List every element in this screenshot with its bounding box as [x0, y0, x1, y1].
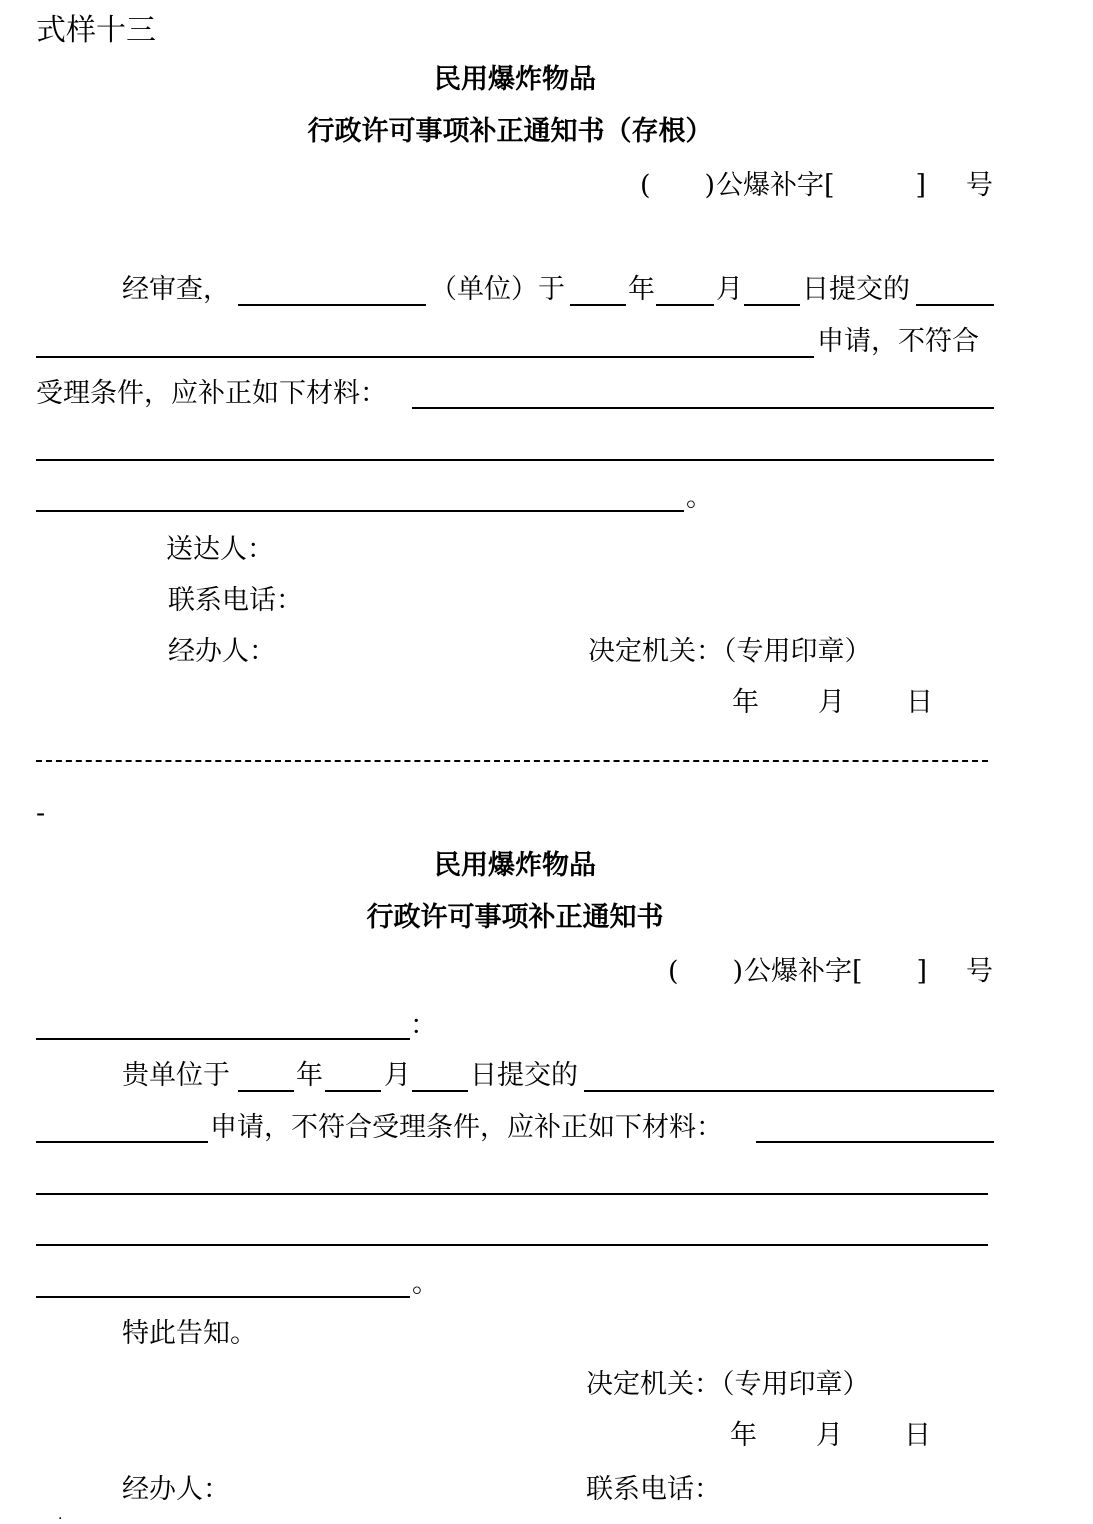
- notice-p1-year: 年: [296, 1060, 323, 1091]
- notice-p1-lead: 贵单位于: [122, 1060, 230, 1091]
- notice-month-blank[interactable]: [325, 1090, 381, 1092]
- notice-materials-blank-3[interactable]: [36, 1244, 988, 1246]
- notice-materials-blank-4[interactable]: [36, 1296, 410, 1298]
- notice-title-line2: 行政许可事项补正通知书: [366, 902, 664, 933]
- stub-handler-label: 经办人：: [168, 636, 276, 667]
- notice-addressee-blank[interactable]: [36, 1038, 410, 1040]
- notice-period: 。: [412, 1268, 439, 1299]
- notice-doc-number-text: 公爆补字[ ]: [744, 956, 928, 987]
- stub-application-blank-2[interactable]: [36, 356, 814, 358]
- notice-date-day: 日: [904, 1420, 931, 1451]
- stub-date-year: 年: [732, 687, 759, 718]
- notice-p1-day: 日提交的: [470, 1060, 578, 1091]
- notice-authority-label: 决定机关：（专用印章）: [586, 1369, 870, 1400]
- notice-closing: 特此告知。: [122, 1318, 257, 1349]
- stub-doc-number-text: 公爆补字[ ]: [716, 170, 927, 201]
- notice-application-blank-1[interactable]: [584, 1090, 994, 1092]
- notice-doc-number-paren: ( ): [668, 956, 744, 987]
- notice-addressee-colon: ：: [410, 1010, 437, 1041]
- stub-p1-month: 月: [716, 274, 743, 305]
- notice-date-month: 月: [816, 1420, 843, 1451]
- stub-materials-blank-2[interactable]: [36, 459, 994, 461]
- stub-date-day: 日: [906, 687, 933, 718]
- stub-p1-year: 年: [628, 274, 655, 305]
- stub-authority-label: 决定机关：（专用印章）: [588, 636, 872, 667]
- notice-day-blank[interactable]: [412, 1090, 468, 1092]
- stub-year-blank[interactable]: [570, 304, 626, 306]
- cut-separator-line: [36, 760, 988, 762]
- notice-doc-number-hao: 号: [966, 956, 993, 987]
- notice-materials-blank-1[interactable]: [756, 1141, 994, 1143]
- stub-p1-unit: （单位）于: [430, 274, 565, 305]
- notice-materials-blank-2[interactable]: [36, 1193, 988, 1195]
- stub-date-month: 月: [818, 687, 845, 718]
- stub-p1-lead: 经审查，: [122, 274, 230, 305]
- stub-p1-day: 日提交的: [802, 274, 910, 305]
- stub-period: 。: [686, 482, 713, 513]
- notice-date-year: 年: [730, 1420, 757, 1451]
- stub-unit-blank[interactable]: [238, 304, 426, 306]
- notice-title-line1: 民用爆炸物品: [434, 850, 596, 881]
- stub-phone-label: 联系电话：: [168, 585, 303, 616]
- stub-doc-number-paren: ( ): [640, 170, 716, 201]
- stub-materials-blank-1[interactable]: [412, 407, 994, 409]
- notice-application-blank-2[interactable]: [36, 1141, 208, 1143]
- notice-handler-label: 经办人：: [122, 1474, 230, 1505]
- stub-deliverer-label: 送达人：: [166, 534, 274, 565]
- form-label: 式样十三: [36, 13, 156, 48]
- footer-mark: .: [58, 1507, 63, 1523]
- stub-day-blank[interactable]: [744, 304, 800, 306]
- stub-materials-blank-3[interactable]: [36, 510, 684, 512]
- cut-separator-tail: -: [36, 798, 46, 829]
- notice-year-blank[interactable]: [238, 1090, 294, 1092]
- notice-p1-month: 月: [384, 1060, 411, 1091]
- stub-doc-number-hao: 号: [966, 170, 993, 201]
- stub-p3-lead: 受理条件，应补正如下材料：: [36, 378, 387, 409]
- stub-month-blank[interactable]: [656, 304, 714, 306]
- stub-title-line1: 民用爆炸物品: [434, 64, 596, 95]
- notice-p2-mid: 申请，不符合受理条件，应补正如下材料：: [210, 1112, 723, 1143]
- stub-title-line2: 行政许可事项补正通知书（存根）: [307, 116, 713, 147]
- notice-phone-label: 联系电话：: [586, 1474, 721, 1505]
- stub-p2-tail: 申请，不符合: [817, 326, 979, 357]
- stub-application-blank-1[interactable]: [916, 304, 994, 306]
